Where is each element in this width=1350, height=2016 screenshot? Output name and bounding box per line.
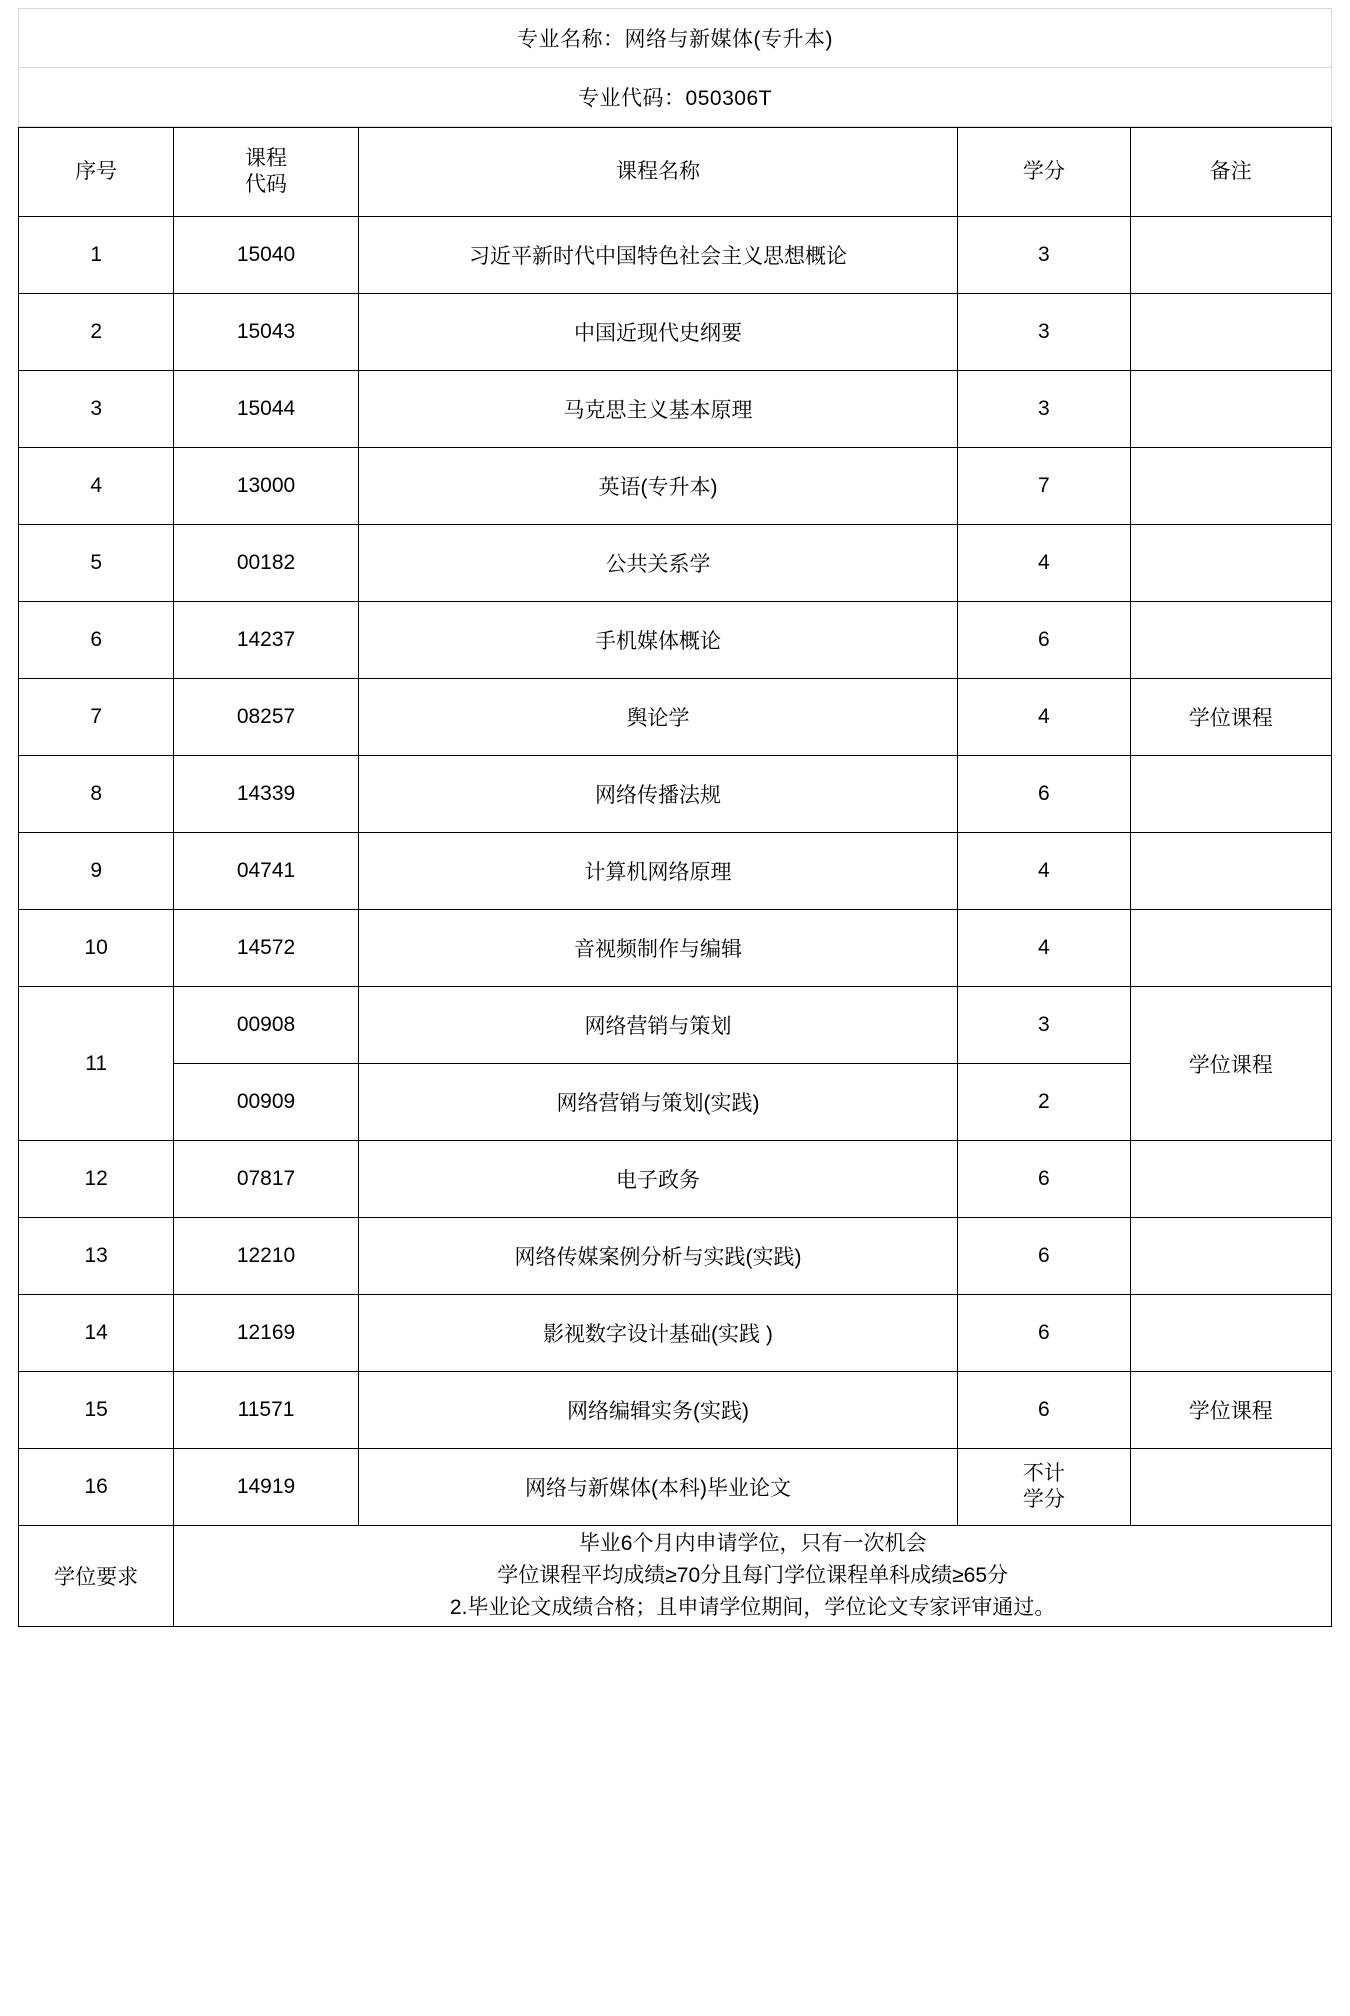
table-row	[19, 987, 1332, 1064]
cell-name: 电子政务	[358, 1141, 957, 1218]
cell-seq: 9	[19, 833, 174, 910]
cell-seq-merged: 11	[19, 987, 174, 1141]
cell-seq: 10	[19, 910, 174, 987]
degree-requirement-line-1: 毕业6个月内申请学位，只有一次机会	[578, 1532, 927, 1555]
cell-code: 14572	[174, 910, 358, 987]
cell-seq: 4	[19, 448, 174, 525]
cell-seq: 7	[19, 679, 174, 756]
major-name-text: 专业名称：网络与新媒体(专升本)	[517, 28, 833, 51]
cell-note	[1130, 1449, 1331, 1526]
major-meta-block	[18, 8, 1332, 127]
cell-code: 13000	[174, 448, 358, 525]
cell-seq: 1	[19, 217, 174, 294]
table-row	[19, 1141, 1332, 1218]
cell-credit: 7	[958, 448, 1130, 525]
cell-name: 音视频制作与编辑	[358, 910, 957, 987]
cell-credit: 4	[958, 525, 1130, 602]
major-code-text: 专业代码：050306T	[578, 87, 772, 110]
cell-seq: 16	[19, 1449, 174, 1526]
cell-seq: 15	[19, 1372, 174, 1449]
table-row	[19, 1295, 1332, 1372]
cell-note	[1130, 1218, 1331, 1295]
degree-requirement-label: 学位要求	[19, 1526, 174, 1627]
cell-code: 14919	[174, 1449, 358, 1526]
cell-name: 网络传媒案例分析与实践(实践)	[358, 1218, 957, 1295]
cell-note: 学位课程	[1130, 679, 1331, 756]
cell-name: 公共关系学	[358, 525, 957, 602]
cell-note	[1130, 833, 1331, 910]
header-course-code-line2: 代码	[245, 173, 288, 196]
table-row	[19, 525, 1332, 602]
cell-note	[1130, 525, 1331, 602]
header-seq: 序号	[19, 128, 174, 217]
cell-note: 学位课程	[1130, 1372, 1331, 1449]
cell-code: 07817	[174, 1141, 358, 1218]
cell-note	[1130, 602, 1331, 679]
cell-credit-nocredit	[958, 1449, 1130, 1526]
cell-name: 习近平新时代中国特色社会主义思想概论	[358, 217, 957, 294]
cell-note	[1130, 756, 1331, 833]
cell-note	[1130, 294, 1331, 371]
cell-name: 计算机网络原理	[358, 833, 957, 910]
header-credit: 学分	[958, 128, 1130, 217]
header-note: 备注	[1130, 128, 1331, 217]
cell-code: 12210	[174, 1218, 358, 1295]
header-course-name: 课程名称	[358, 128, 957, 217]
cell-code: 15044	[174, 371, 358, 448]
cell-credit: 6	[958, 602, 1130, 679]
cell-code: 00908	[174, 987, 358, 1064]
cell-code: 11571	[174, 1372, 358, 1449]
cell-seq: 3	[19, 371, 174, 448]
cell-credit: 3	[958, 294, 1130, 371]
major-code-row	[19, 68, 1331, 127]
cell-name: 舆论学	[358, 679, 957, 756]
cell-credit: 4	[958, 833, 1130, 910]
cell-note	[1130, 448, 1331, 525]
cell-note	[1130, 1295, 1331, 1372]
cell-seq: 13	[19, 1218, 174, 1295]
cell-credit: 6	[958, 1372, 1130, 1449]
header-course-code	[174, 128, 358, 217]
course-table	[18, 127, 1332, 1627]
course-table-body	[19, 217, 1332, 1627]
table-row	[19, 602, 1332, 679]
table-row	[19, 756, 1332, 833]
degree-requirement-line-2: 学位课程平均成绩≥70分且每门学位课程单科成绩≥65分	[497, 1563, 1009, 1587]
cell-code: 04741	[174, 833, 358, 910]
cell-credit: 6	[958, 1218, 1130, 1295]
table-row	[19, 910, 1332, 987]
cell-name: 手机媒体概论	[358, 602, 957, 679]
cell-seq: 12	[19, 1141, 174, 1218]
cell-code: 14339	[174, 756, 358, 833]
cell-name: 网络传播法规	[358, 756, 957, 833]
cell-note	[1130, 910, 1331, 987]
cell-name: 网络营销与策划(实践)	[358, 1064, 957, 1141]
cell-credit: 6	[958, 1295, 1130, 1372]
cell-name: 影视数字设计基础(实践 )	[358, 1295, 957, 1372]
cell-name: 网络编辑实务(实践)	[358, 1372, 957, 1449]
cell-code: 08257	[174, 679, 358, 756]
header-row	[19, 128, 1332, 217]
cell-credit: 4	[958, 910, 1130, 987]
cell-seq: 2	[19, 294, 174, 371]
header-course-code-line1: 课程	[245, 147, 288, 171]
table-row	[19, 1218, 1332, 1295]
degree-requirement-row	[19, 1526, 1332, 1627]
major-name-row	[19, 9, 1331, 68]
cell-seq: 6	[19, 602, 174, 679]
cell-credit: 3	[958, 371, 1130, 448]
cell-code: 12169	[174, 1295, 358, 1372]
cell-name: 网络营销与策划	[358, 987, 957, 1064]
course-table-head	[19, 128, 1332, 217]
cell-name: 中国近现代史纲要	[358, 294, 957, 371]
table-row	[19, 448, 1332, 525]
table-row	[19, 679, 1332, 756]
cell-note	[1130, 217, 1331, 294]
table-row	[19, 294, 1332, 371]
cell-credit: 4	[958, 679, 1130, 756]
credit-line2: 学分	[1022, 1488, 1065, 1511]
table-row	[19, 1372, 1332, 1449]
cell-credit: 3	[958, 987, 1130, 1064]
cell-seq: 14	[19, 1295, 174, 1372]
cell-code: 15043	[174, 294, 358, 371]
cell-credit: 6	[958, 1141, 1130, 1218]
cell-code: 00909	[174, 1064, 358, 1141]
cell-credit: 3	[958, 217, 1130, 294]
cell-note	[1130, 1141, 1331, 1218]
cell-credit: 6	[958, 756, 1130, 833]
table-row	[19, 833, 1332, 910]
cell-credit: 2	[958, 1064, 1130, 1141]
cell-note-merged: 学位课程	[1130, 987, 1331, 1141]
cell-code: 15040	[174, 217, 358, 294]
cell-name: 网络与新媒体(本科)毕业论文	[358, 1449, 957, 1526]
cell-seq: 5	[19, 525, 174, 602]
cell-seq: 8	[19, 756, 174, 833]
cell-note	[1130, 371, 1331, 448]
cell-name: 马克思主义基本原理	[358, 371, 957, 448]
table-row	[19, 371, 1332, 448]
credit-line1: 不计	[1022, 1462, 1065, 1486]
degree-requirement-line-3: 2.毕业论文成绩合格；且申请学位期间，学位论文专家评审通过。	[449, 1595, 1056, 1619]
table-row	[19, 217, 1332, 294]
cell-code: 14237	[174, 602, 358, 679]
cell-name: 英语(专升本)	[358, 448, 957, 525]
cell-code: 00182	[174, 525, 358, 602]
table-row	[19, 1449, 1332, 1526]
degree-requirement-body	[174, 1526, 1332, 1627]
